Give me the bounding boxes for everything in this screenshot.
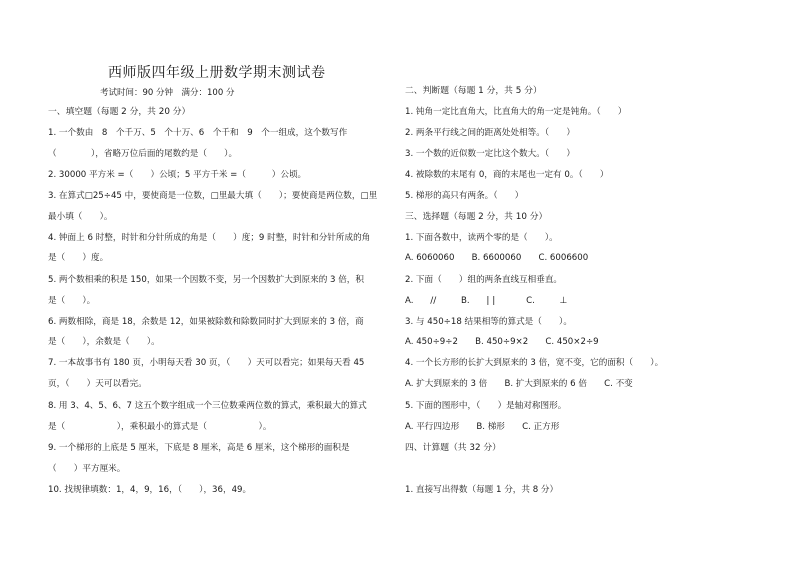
question-line: 5. 两个数相乘的积是 150，如果一个因数不变，另一个因数扩大到原来的 3 倍，积 (48, 275, 364, 285)
exam-title: 西师版四年级上册数学期末测试卷 (108, 65, 326, 81)
exam-meta: 考试时间：90 分钟 满分：100 分 (100, 88, 235, 98)
section-heading-fill: 一、填空题（每题 2 分，共 20 分） (48, 107, 191, 117)
option-line: A. 450÷9÷2 B. 450÷9×2 C. 450×2÷9 (405, 337, 599, 347)
question-line: 5. 下面的图形中，（ ）是轴对称图形。 (405, 401, 567, 411)
option-b-label: B. (461, 296, 470, 306)
question-line: 是（ ），乘积最小的算式是（ ）。 (48, 422, 272, 432)
question-line: 4. 一个长方形的长扩大到原来的 3 倍，宽不变，它的面积（ ）。 (405, 358, 664, 368)
question-line: 4. 被除数的末尾有 0，商的末尾也一定有 0。（ ） (405, 170, 609, 180)
question-line: 3. 与 450÷18 结果相等的算式是（ ）。 (405, 317, 572, 327)
question-line: 2. 30000 平方米 =（ ）公顷；5 平方千米 =（ ）公顷。 (48, 170, 307, 180)
option-c-label: C. (526, 296, 535, 306)
question-line: 3. 在算式□25÷45 中，要使商是一位数，□里最大填（ ）；要使商是两位数，□里 (48, 191, 378, 201)
question-line: 8. 用 3、4、5、6、7 这五个数字组成一个三位数乘两位数的算式，乘积最大的算式 (48, 401, 367, 411)
perpendicular-options (405, 295, 567, 307)
question-line: 6. 两数相除，商是 18，余数是 12，如果被除数和除数同时扩大到原来的 3 倍，商 (48, 317, 364, 327)
question-line: 2. 下面（ ）组的两条直线互相垂直。 (405, 275, 563, 285)
question-line: 1. 钝角一定比直角大，比直角大的角一定是钝角。（ ） (405, 107, 627, 117)
question-line: 2. 两条平行线之间的距离处处相等。（ ） (405, 128, 575, 138)
question-line: 是（ ），余数是（ ）。 (48, 337, 160, 347)
question-line: 10. 找规律填数：1，4，9，16，（ ），36，49。 (48, 485, 252, 495)
question-line: 1. 直接写出得数（每题 1 分，共 8 分） (405, 485, 559, 495)
question-line: 9. 一个梯形的上底是 5 厘米，下底是 8 厘米，高是 6 厘米，这个梯形的面积是 (48, 443, 350, 453)
question-line: 7. 一本故事书有 180 页，小明每天看 30 页，（ ）天可以看完；如果每天看 45 (48, 358, 365, 368)
question-line: 1. 下面各数中，读两个零的是（ ）。 (405, 233, 558, 243)
vertical-lines-symbol: | | (486, 296, 496, 306)
option-line: A. 6060060 B. 6600060 C. 6006600 (405, 253, 589, 263)
option-line: A. 扩大到原来的 3 倍 B. 扩大到原来的 6 倍 C. 不变 (405, 379, 633, 389)
question-line: （ ）平方厘米。 (48, 464, 126, 474)
question-line: （ ），省略万位后面的尾数约是（ ）。 (48, 149, 238, 159)
parallel-lines-symbol: // (430, 296, 437, 306)
section-heading-judge: 二、判断题（每题 1 分，共 5 分） (405, 86, 542, 96)
question-line: 3. 一个数的近似数一定比这个数大。（ ） (405, 149, 575, 159)
question-line: 是（ ）度。 (48, 253, 109, 263)
option-a-label: A. (405, 296, 414, 306)
question-line: 1. 一个数由 8 个千万、5 个十万、6 个千和 9 个一组成，这个数写作 (48, 128, 348, 138)
question-line: 5. 梯形的高只有两条。（ ） (405, 191, 524, 201)
question-line: 是（ ）。 (48, 296, 96, 306)
section-heading-choice: 三、选择题（每题 2 分，共 10 分） (405, 212, 548, 222)
question-line: 4. 钟面上 6 时整，时针和分针所成的角是（ ）度；9 时整，时针和分针所成的角 (48, 233, 371, 243)
question-line: 最小填（ ）。 (48, 212, 113, 222)
option-line: A. 平行四边形 B. 梯形 C. 正方形 (405, 422, 560, 432)
question-line: 页，（ ）天可以看完。 (48, 379, 147, 389)
section-heading-calc: 四、计算题（共 32 分） (405, 443, 501, 453)
perpendicular-symbol: ⊥ (559, 296, 568, 306)
